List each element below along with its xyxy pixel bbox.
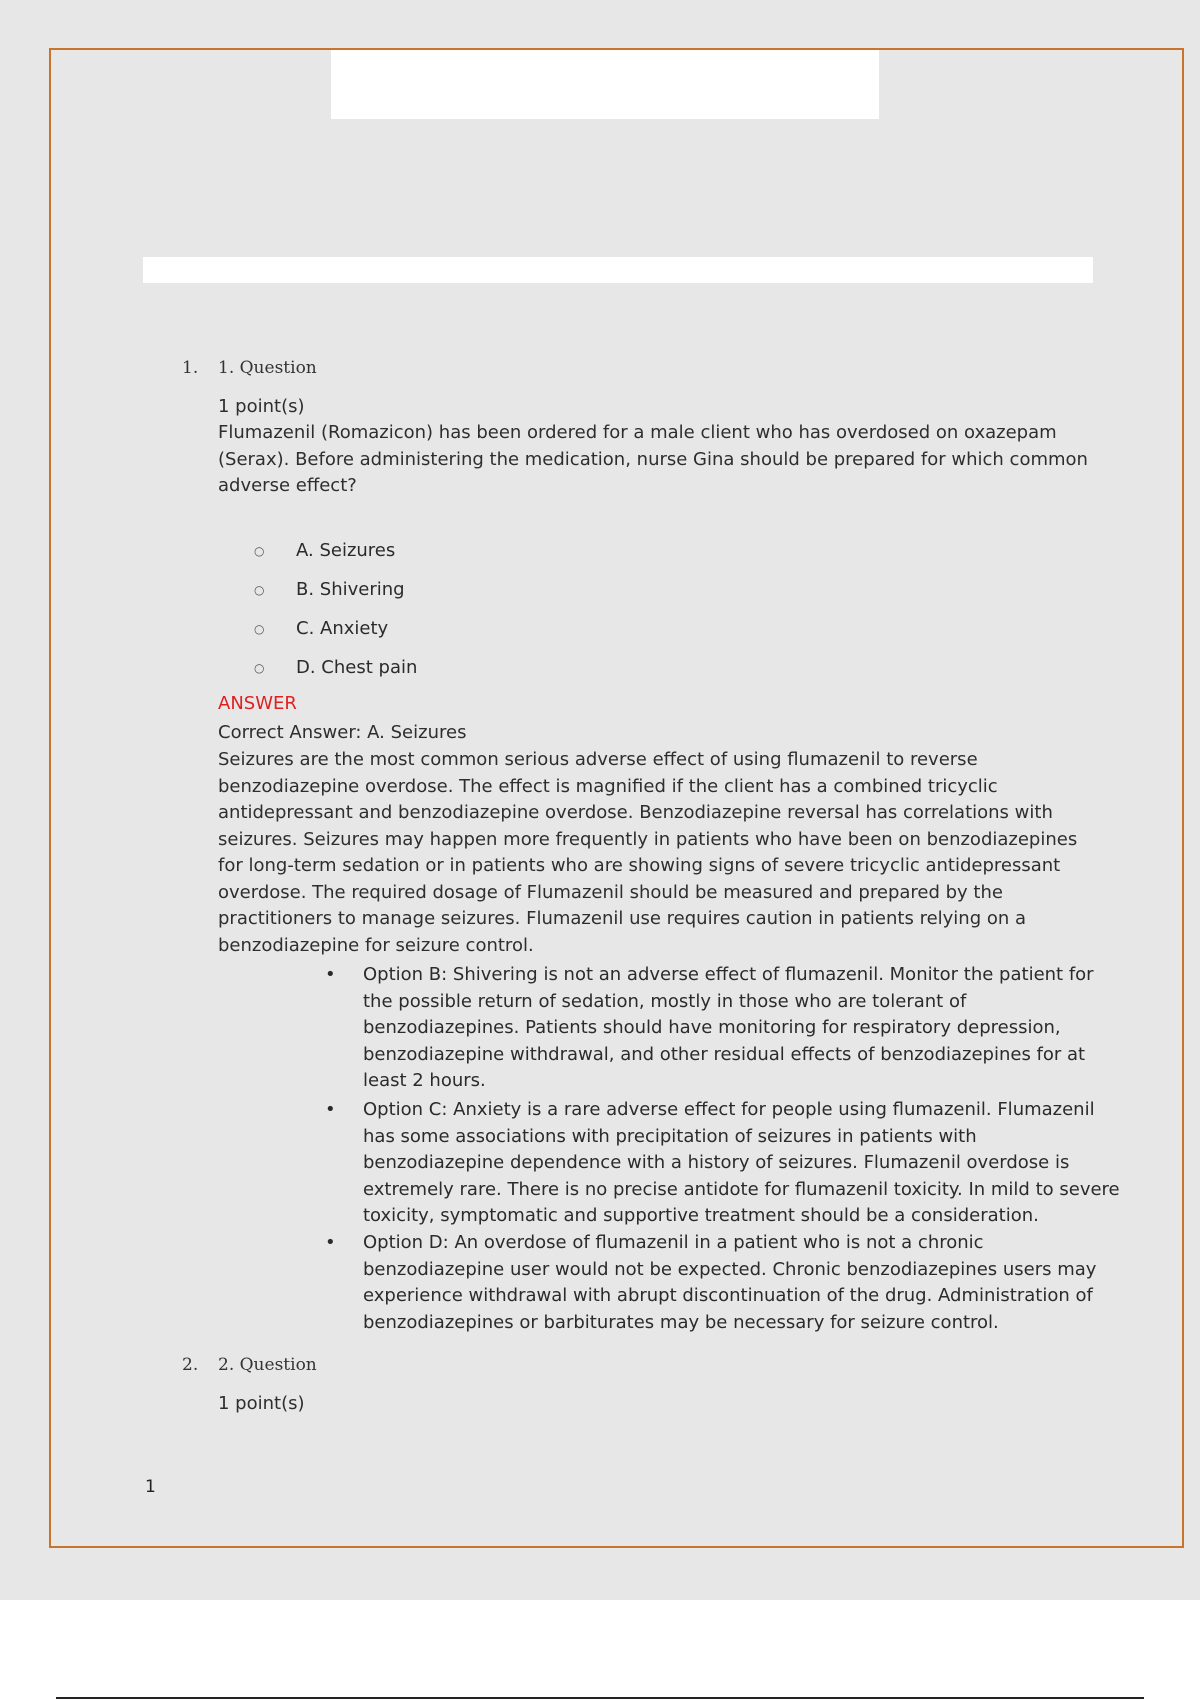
option-d-radio-icon: ○ — [254, 661, 265, 675]
question-1-heading: 1. Question — [218, 358, 317, 378]
question-2-heading: 2. Question — [218, 1355, 317, 1375]
question-2-points: 1 point(s) — [218, 1393, 305, 1414]
option-d-label: D. Chest pain — [296, 657, 418, 678]
question-1-list-number: 1. — [182, 358, 199, 378]
correct-answer: Correct Answer: A. Seizures — [218, 722, 467, 743]
bullet-icon: • — [325, 964, 336, 985]
bullet-icon: • — [325, 1099, 336, 1120]
option-b-label: B. Shivering — [296, 579, 405, 600]
option-b-radio-icon: ○ — [254, 583, 265, 597]
question-1-points: 1 point(s) — [218, 396, 305, 417]
answer-rationale: Seizures are the most common serious adverse effect of using flumazenil to reverse benzodiazepine overdose. The effect is magnified if the client has a combined tricyclic antidepressant and benzodiazepine overdose. Benzodiazepine reversal has correlations with seizures. Seizures may happen more frequently in patients who have been on benzodiazepines for long-term sedation or in patients who are showing signs of severe tricyclic antidepressant overdose. The required dosage of Flumazenil should be measured and prepared by the practitioners to manage seizures. Flumazenil use requires caution in patients relying on a benzodiazepine for seizure control. — [218, 749, 1078, 956]
page-number: 1 — [145, 1477, 156, 1497]
redacted-header-block — [331, 50, 879, 119]
option-c-radio-icon: ○ — [254, 622, 265, 636]
option-note-d-text: Option D: An overdose of flumazenil in a patient who is not a chronic benzodiazepine user would not be expected. Chronic benzodiazepines users may experience withdrawal with abrupt discontinuation of the drug. Administration of benzodiazepines or barbiturates may be necessary for seizure control. — [363, 1232, 1097, 1333]
option-a-label: A. Seizures — [296, 540, 396, 561]
footer-rule — [56, 1697, 1144, 1699]
bullet-icon: • — [325, 1232, 336, 1253]
option-a-radio-icon: ○ — [254, 544, 265, 558]
option-c-label: C. Anxiety — [296, 618, 389, 639]
question-2-list-number: 2. — [182, 1355, 199, 1375]
question-1-prompt: Flumazenil (Romazicon) has been ordered for a male client who has overdosed on oxazepam (Serax). Before administering the medication, nurse Gina should be prepared for which common adverse effect? — [218, 422, 1088, 496]
option-note-c-text: Option C: Anxiety is a rare adverse effect for people using flumazenil. Flumazenil has some associations with precipitation of seizures in patients with benzodiazepine dependence with a history of seizures. Flumazenil overdose is extremely rare. There is no precise antidote for flumazenil toxicity. In mild to severe toxicity, symptomatic and supportive treatment should be a consideration. — [363, 1099, 1120, 1226]
option-note-b-text: Option B: Shivering is not an adverse effect of flumazenil. Monitor the patient for the possible return of sedation, mostly in those who are tolerant of benzodiazepines. Patients should have monitoring for respiratory depression, benzodiazepine withdrawal, and other residual effects of benzodiazepines for at least 2 hours. — [363, 964, 1094, 1091]
answer-label: ANSWER — [218, 693, 297, 714]
redacted-title-bar — [143, 257, 1093, 283]
